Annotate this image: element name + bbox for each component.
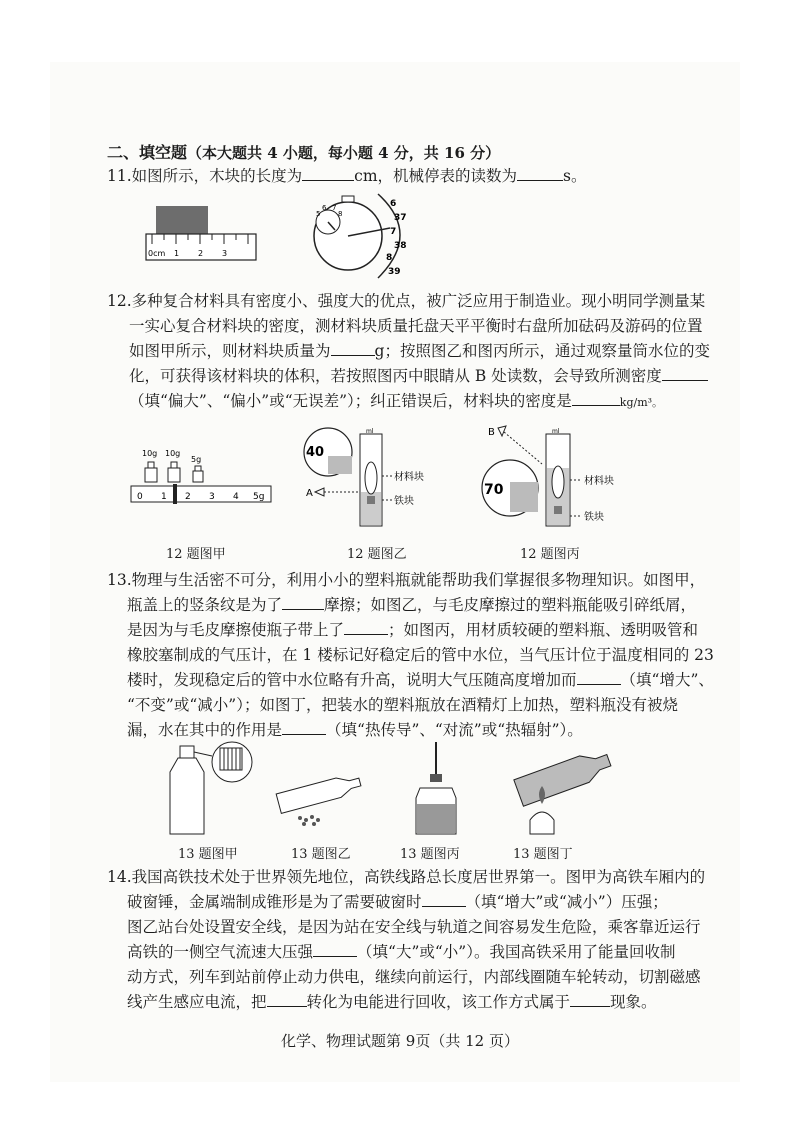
figure-12-a <box>125 440 285 520</box>
q13-line-1: 13.物理与生活密不可分，利用小小的塑料瓶就能帮助我们掌握很多物理知识。如图甲， <box>107 571 706 589</box>
inner-label-7: 7 <box>332 204 337 212</box>
q11-text-b: cm，机械停表的读数为 <box>354 167 518 185</box>
paper-scraps <box>298 815 320 826</box>
q14-line-4 <box>127 942 675 962</box>
weight-label-2: 10g <box>165 449 181 458</box>
weights <box>145 462 203 482</box>
q11-blank-1[interactable] <box>302 166 354 181</box>
inner-label-5: 5 <box>316 210 321 218</box>
q13-line-3 <box>127 620 698 640</box>
outer-label-6: 6 <box>390 199 397 209</box>
q14-blank-airflow[interactable] <box>313 942 357 957</box>
q11-blank-2[interactable] <box>517 166 563 181</box>
q12-blank-density[interactable] <box>572 391 620 406</box>
outer-label-7: 7 <box>390 227 397 237</box>
q13-text-2b: 摩擦；如图乙，与毛皮摩擦过的塑料瓶能吸引碎纸屑， <box>324 596 697 614</box>
inner-label-6: 6 <box>322 204 327 212</box>
weight-label-1: 10g <box>142 449 158 458</box>
scale-label-3: 3 <box>209 492 215 502</box>
outer-label-38: 38 <box>394 241 407 251</box>
zoom-water-b <box>328 456 352 474</box>
zoom-reading-40: 40 <box>306 445 325 460</box>
q13-text-2a: 瓶盖上的竖条纹是为了 <box>127 596 283 614</box>
section-header <box>107 143 500 163</box>
q14-text-2b: （填“增大”或“减小”）压强； <box>465 893 668 911</box>
q14-text-6b: 转化为电能进行回收，该工作方式属于 <box>306 993 571 1011</box>
zoom-water-c <box>510 482 538 512</box>
scale-label-4: 4 <box>233 492 239 502</box>
q14-text-6a: 线产生感应电流，把 <box>127 993 267 1011</box>
page-footer: 化学、物理试题第 9页（共 12 页） <box>281 1032 519 1050</box>
q13-text-3b: ；如图丙，用材质较硬的塑料瓶、透明吸管和 <box>388 621 699 639</box>
figure-12-c <box>478 420 658 535</box>
q13-blank-friction[interactable] <box>282 595 324 610</box>
iron-label-b: 铁块 <box>394 496 414 507</box>
caption-13-a: 13 题图甲 <box>178 847 238 862</box>
q12-text-4a: 化，可获得该材料块的体积，若按照图丙中眼睛从 B 处读数，会导致所测密度 <box>129 367 662 385</box>
caption-12-c: 12 题图丙 <box>520 547 580 562</box>
q14-text-2a: 破窗锤，金属端制成锥形是为了需要破窗时 <box>127 893 422 911</box>
material-label-c: 材料块 <box>584 476 614 487</box>
rider <box>173 484 177 504</box>
q14-blank-phenomenon[interactable] <box>570 992 610 1007</box>
q13-line-7 <box>127 720 583 740</box>
scale-label-5g: 5g <box>253 492 265 502</box>
outer-label-8: 8 <box>386 253 393 263</box>
q12-line-4 <box>129 366 708 386</box>
q13-line-5 <box>127 670 714 690</box>
q14-blank-pressure[interactable] <box>422 892 466 907</box>
ruler-label-3: 3 <box>222 249 228 258</box>
ml-label-c: ml <box>552 428 560 435</box>
figure-11 <box>140 188 440 288</box>
q12-blank-mass[interactable] <box>331 341 375 356</box>
q13-line-6: “不变”或“减小”）；如图丁，把装水的塑料瓶放在酒精灯上加热，塑料瓶没有被烧 <box>127 696 678 714</box>
q14-line-6 <box>127 992 657 1012</box>
caption-12-a: 12 题图甲 <box>166 547 226 562</box>
zoom-reading-70: 70 <box>484 482 504 498</box>
q14-line-3: 图乙站台处设置安全线，是因为站在安全线与轨道之间容易发生危险，乘客靠近运行 <box>127 918 701 936</box>
alcohol-lamp-icon <box>530 812 554 834</box>
caption-13-c: 13 题图丙 <box>400 847 460 862</box>
question-11 <box>107 166 587 186</box>
q13-line-2 <box>127 595 696 615</box>
eye-b-label: B <box>488 427 495 438</box>
bottle-b <box>276 772 362 813</box>
ruler-label-2: 2 <box>198 249 204 258</box>
iron-block-b <box>367 496 375 504</box>
scale-label-2: 2 <box>185 492 191 502</box>
bottle-d <box>514 747 614 806</box>
q12-line-5 <box>129 391 663 413</box>
q11-text-c: s。 <box>563 167 587 185</box>
section-note: （本大题共 4 小题，每小题 4 分，共 16 分） <box>187 144 501 162</box>
figure-12-b <box>300 420 470 535</box>
q11-text-a: 11.如图所示，木块的长度为 <box>107 167 303 185</box>
ruler-label-0: 0cm <box>148 249 166 258</box>
stopwatch-crown <box>342 196 354 202</box>
caption-12-b: 12 题图乙 <box>347 547 407 562</box>
q12-text-5a: （填“偏大”、“偏小”或“无误差”）；纠正错误后，材料块的密度是 <box>129 392 572 410</box>
q13-text-7b: （填“热传导”、“对流”或“热辐射”）。 <box>326 721 583 739</box>
bottle-a <box>170 742 252 834</box>
q14-blank-energy[interactable] <box>267 992 307 1007</box>
q14-line-2 <box>127 892 668 912</box>
q12-line-2: 一实心复合材料块的密度，测材料块质量托盘天平平衡时右盘所加砝码及游码的位置 <box>129 317 703 335</box>
scale-label-0: 0 <box>137 492 143 502</box>
q14-text-4a: 高铁的一侧空气流速大压强 <box>127 943 314 961</box>
eye-b-icon <box>498 426 506 436</box>
q12-text-3a: 如图甲所示，则材料块质量为 <box>129 342 331 360</box>
balance-scale-beam <box>131 486 271 502</box>
q12-line-3 <box>129 341 710 361</box>
eye-a-label: A <box>306 488 313 499</box>
q14-line-1: 14.我国高铁技术处于世界领先地位，高铁线路总长度居世界第一。图甲为高铁车厢内的 <box>107 868 706 886</box>
ml-label-b: ml <box>366 428 374 435</box>
material-label-b: 材料块 <box>394 472 424 483</box>
q12-blank-density-error[interactable] <box>662 366 708 381</box>
q14-line-5: 动方式，列车到站前停止动力供电，继续向前运行，内部线圈随车轮转动，切割磁感 <box>127 968 701 986</box>
weight-label-3: 5g <box>191 455 202 464</box>
q12-line-1: 12.多种复合材料具有密度小、强度大的优点，被广泛应用于制造业。现小明同学测量某 <box>107 292 706 310</box>
material-block-c <box>552 466 564 498</box>
q13-text-5a: 楼时，发现稳定后的管中水位略有升高，说明大气压随高度增加而 <box>127 671 577 689</box>
scale-label-1: 1 <box>161 492 167 502</box>
q13-text-3a: 是因为与毛皮摩擦使瓶子带上了 <box>127 621 345 639</box>
q14-text-4b: （填“大”或“小”）。我国高铁采用了能量回收制 <box>357 943 676 961</box>
q14-text-6c: 现象。 <box>610 993 657 1011</box>
q13-blank-charge[interactable] <box>344 620 388 635</box>
ruler-label-1: 1 <box>174 249 180 258</box>
inner-label-8: 8 <box>338 210 343 218</box>
q12-unit: kg/m³。 <box>619 396 664 409</box>
outer-label-37: 37 <box>394 213 407 223</box>
q13-line-4: 橡胶塞制成的气压计，在 1 楼标记好稳定后的管中水位，当气压计位于温度相同的 23 <box>127 646 714 664</box>
section-title: 二、填空题 <box>107 143 188 162</box>
figure-13 <box>150 738 630 840</box>
q13-text-5b: （填“增大”、 <box>620 671 714 689</box>
q13-blank-pressure[interactable] <box>577 670 621 685</box>
barometer <box>416 742 456 834</box>
q12-text-3b: g；按照图乙和图丙所示，通过观察量筒水位的变 <box>374 342 710 360</box>
eye-a-icon <box>315 488 324 496</box>
q13-blank-heat[interactable] <box>282 720 326 735</box>
outer-label-39: 39 <box>388 267 401 277</box>
material-block-b <box>365 462 377 494</box>
iron-block-c <box>554 506 562 514</box>
wood-block <box>156 206 208 234</box>
iron-label-c: 铁块 <box>584 512 604 523</box>
caption-13-d: 13 题图丁 <box>513 847 573 862</box>
q13-text-7a: 漏，水在其中的作用是 <box>127 721 283 739</box>
caption-13-b: 13 题图乙 <box>291 847 351 862</box>
